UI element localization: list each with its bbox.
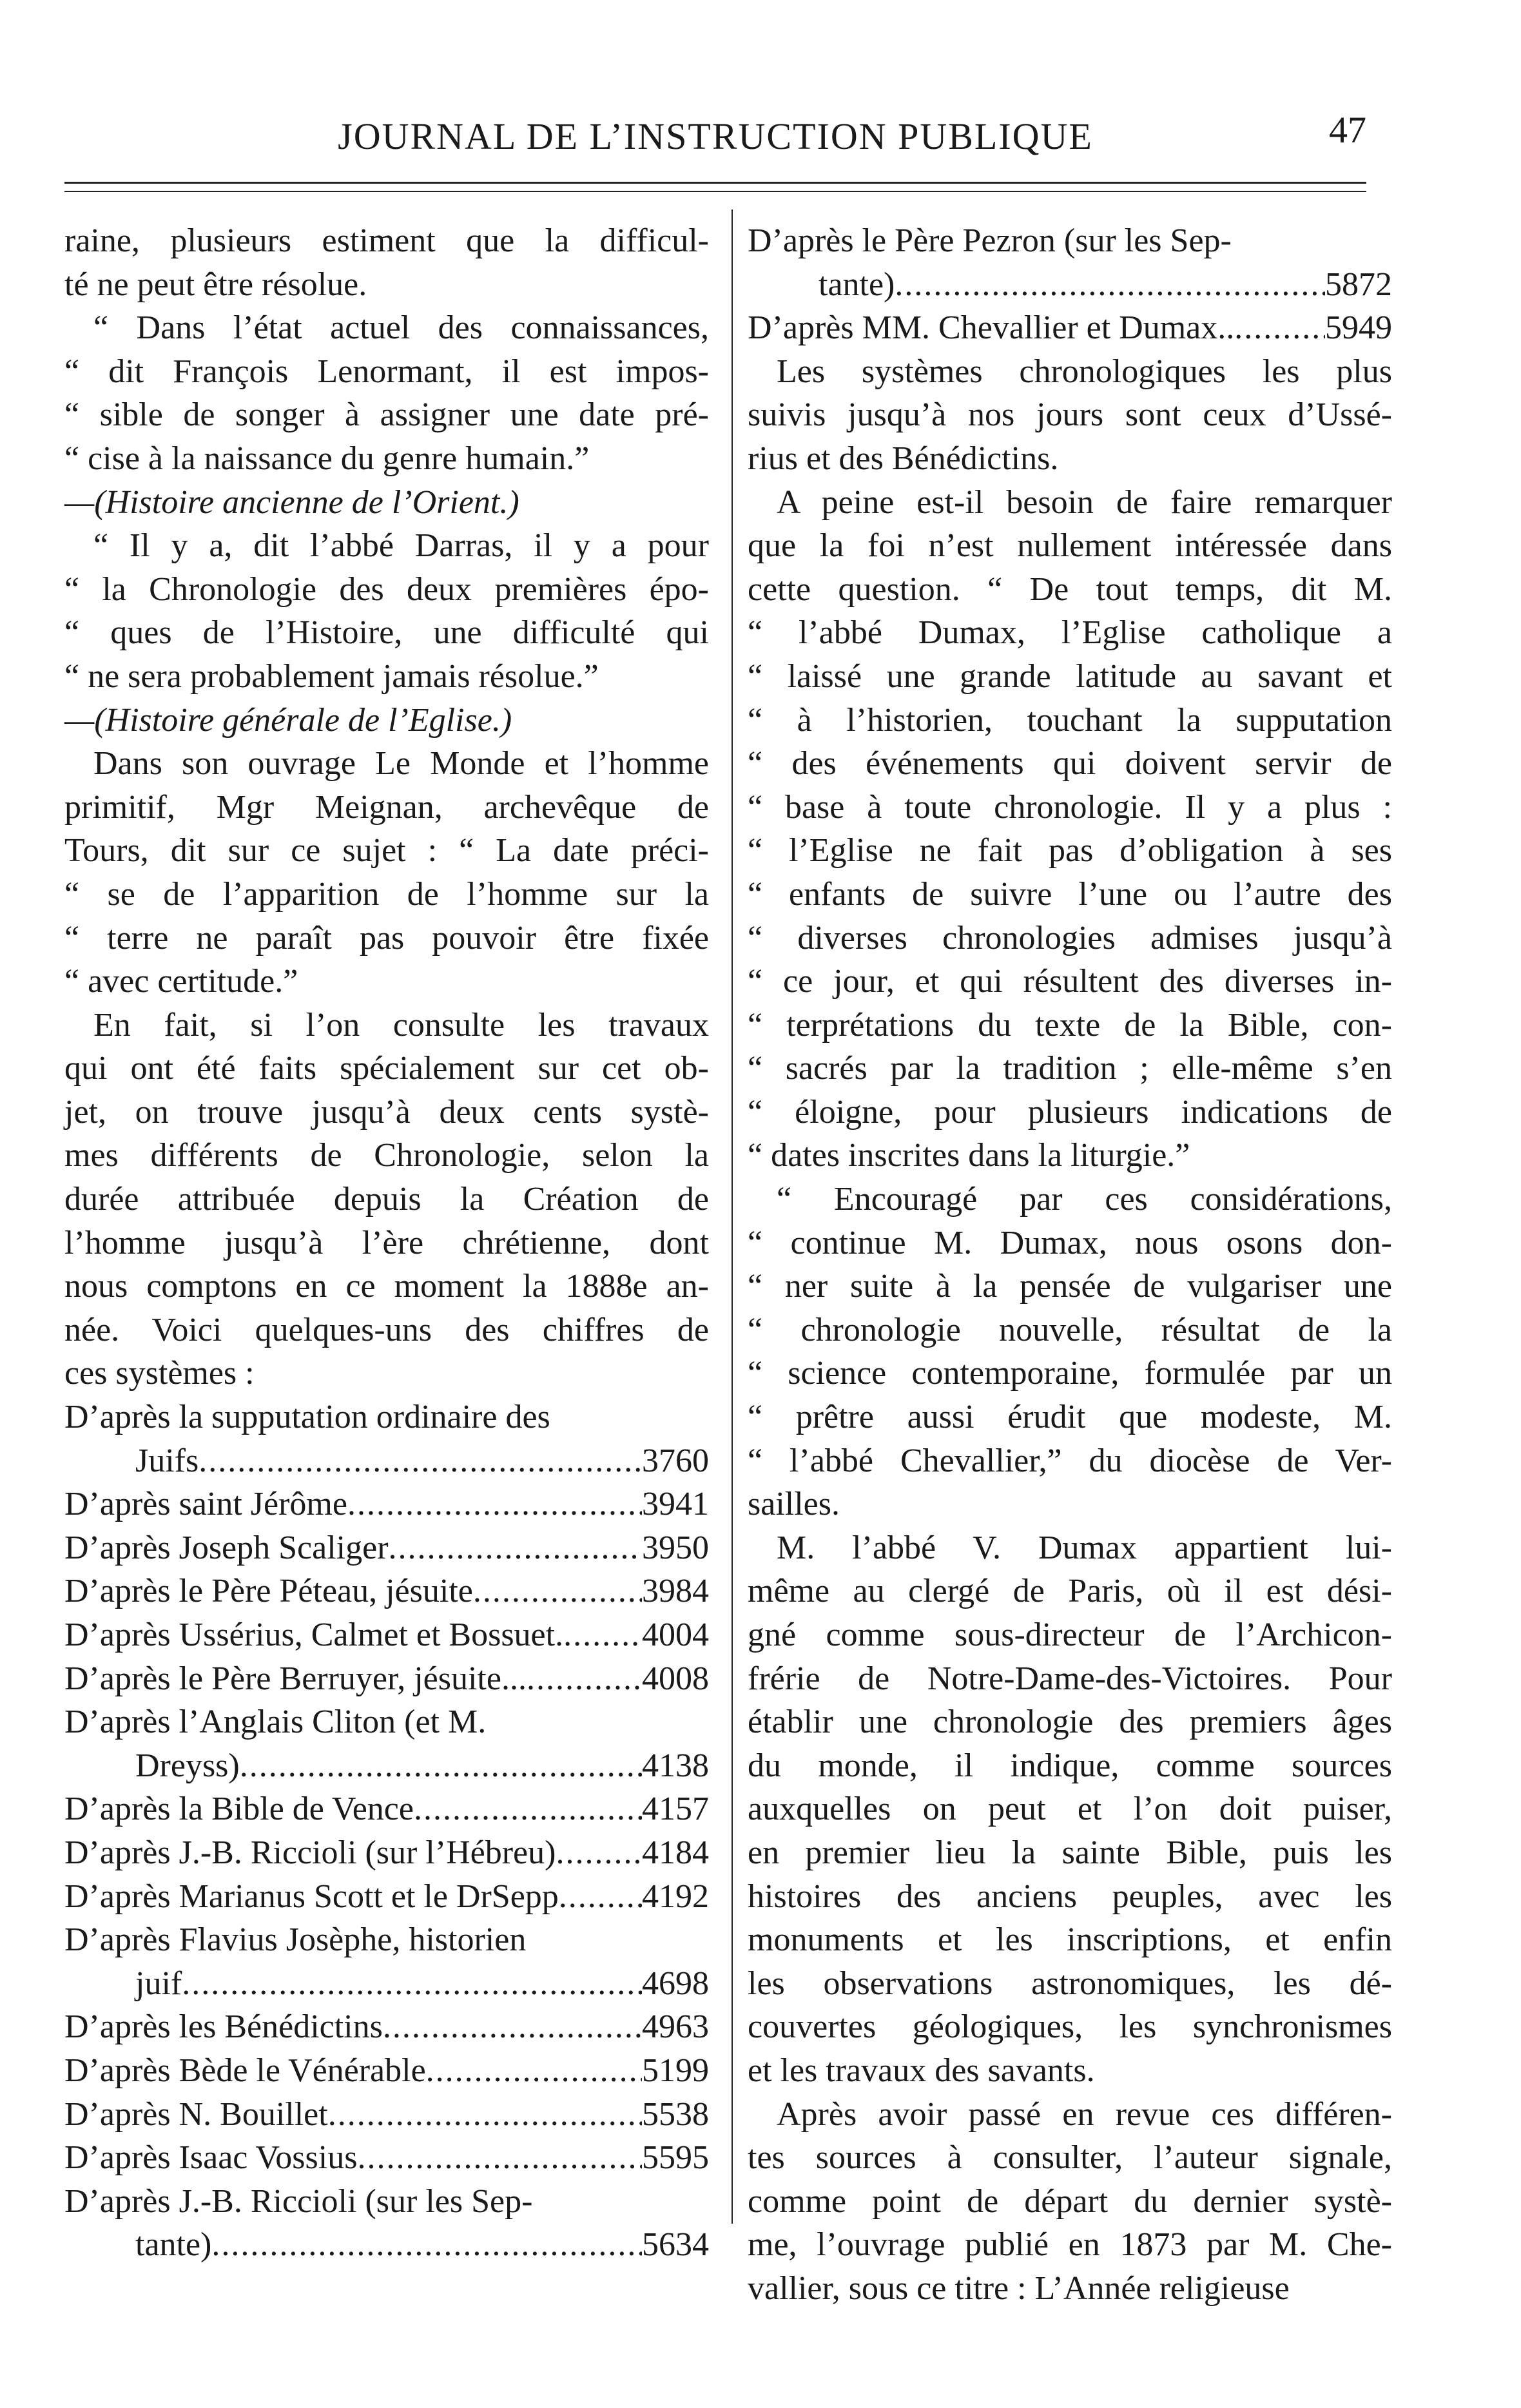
chronology-year: 4008 (642, 1660, 709, 1697)
text-line: Dans son ouvrage Le Monde et l’homme (93, 745, 709, 782)
chronology-entry (64, 2093, 709, 2137)
text-line: “ l’abbé Dumax, l’Eglise catholique a (748, 614, 1392, 652)
running-title: JOURNAL DE L’INSTRUCTION PUBLIQUE (338, 115, 1093, 157)
text-line: “ continue M. Dumax, nous osons don- (748, 1224, 1392, 1261)
text-line: jet, on trouve jusqu’à deux cents systè- (64, 1093, 709, 1131)
text-line: “ ce jour, et qui résultent des diverses in- (748, 963, 1392, 1000)
chronology-label: D’après Isaac Vossius (64, 2139, 358, 2177)
leader-dots (414, 1787, 642, 1831)
chronology-year: 5634 (642, 2226, 709, 2264)
chronology-label: Dreyss) (135, 1747, 240, 1784)
chronology-entry (748, 263, 1392, 307)
paragraph (748, 1178, 1392, 1526)
chronology-entry (64, 2049, 709, 2093)
text-line: comme point de départ du dernier systè- (748, 2182, 1392, 2220)
text-line: établir une chronologie des premiers âges (748, 1704, 1392, 1741)
chronology-label: tante) (135, 2226, 212, 2264)
quotation-source: —(Histoire générale de l’Eglise.) (64, 701, 512, 739)
leader-dots (559, 1875, 642, 1919)
text-line: du monde, il indique, comme sources (748, 1747, 1392, 1784)
quotation (64, 306, 709, 480)
leader-dots (347, 1482, 642, 1526)
chronology-year: 5872 (1325, 266, 1392, 303)
text-line: née. Voici quelques-uns des chiffres de (64, 1311, 709, 1348)
chronology-year: 4004 (642, 1617, 709, 1653)
chronology-entry (64, 1439, 709, 1483)
quotation (64, 524, 709, 698)
text-line: cette question. “ De tout temps, dit M. (748, 570, 1392, 608)
paragraph (64, 1004, 709, 1395)
leader-dots (211, 2223, 642, 2267)
chronology-year: 4138 (642, 1747, 709, 1784)
chronology-year: 3941 (642, 1486, 709, 1523)
chronology-label: D’après N. Bouillet (64, 2095, 328, 2133)
paragraph (748, 481, 1392, 1178)
header-rule-bottom (64, 191, 1366, 192)
chronology-label: Juifs (135, 1442, 199, 1479)
leader-dots (389, 1526, 642, 1570)
chronology-label: juif (135, 1965, 182, 2002)
leader-dots (182, 1962, 642, 2006)
chronology-year: 5949 (1325, 309, 1392, 347)
text-line: Les systèmes chronologiques les plus (777, 353, 1392, 390)
text-line: me, l’ouvrage publié en 1873 par M. Che- (748, 2226, 1392, 2264)
text-line: “ sible de songer à assigner une date pré- (64, 396, 709, 434)
chronology-entry (64, 2005, 709, 2049)
text-line: gné comme sous-directeur de l’Archicon- (748, 1617, 1392, 1653)
leader-dots (895, 263, 1325, 307)
text-line: M. l’abbé V. Dumax appartient lui- (777, 1529, 1392, 1566)
text-line: “ cise à la naissance du genre humain.” (64, 440, 590, 477)
page-number: 47 (1329, 109, 1366, 151)
text-line: mes différents de Chronologie, selon la (64, 1137, 709, 1174)
text-line: “ enfants de suivre l’une ou l’autre des (748, 875, 1392, 913)
leader-dots (426, 2049, 642, 2093)
text-line: que la foi n’est nullement intéressée dans (748, 527, 1392, 565)
text-line: “ ner suite à la pensée de vulgariser une (748, 1268, 1392, 1305)
text-line: “ Il y a, dit l’abbé Darras, il y a pour (93, 527, 709, 565)
text-line: les observations astronomiques, les dé- (748, 1965, 1392, 2002)
text-line: “ science contemporaine, formulée par un (748, 1355, 1392, 1392)
chronology-entry (64, 2136, 709, 2180)
chronology-label: D’après le Père Berruyer, jésuite... (64, 1660, 527, 1697)
header-rule-top (64, 182, 1366, 184)
text-line: “ à l’historien, touchant la supputation (748, 701, 1392, 739)
chronology-entry (64, 1787, 709, 1831)
chronology-entry (64, 1526, 709, 1570)
text-line: “ dates inscrites dans la liturgie.” (748, 1137, 1190, 1174)
text-line: “ des événements qui doivent servir de (748, 745, 1392, 782)
right-column (748, 219, 1392, 2311)
text-line: “ terprétations du texte de la Bible, con- (748, 1006, 1392, 1044)
chronology-year: 5595 (642, 2139, 709, 2177)
chronology-year: 4157 (642, 1791, 709, 1828)
text-line: “ base à toute chronologie. Il y a plus : (748, 788, 1392, 826)
chronology-entry (64, 1482, 709, 1526)
text-line: sailles. (748, 1486, 840, 1523)
left-column (64, 219, 709, 2267)
text-line: l’homme jusqu’à l’ère chrétienne, dont (64, 1224, 709, 1261)
leader-dots (527, 1657, 642, 1701)
text-line: couvertes géologiques, les synchronismes (748, 2008, 1392, 2046)
text-line: “ se de l’apparition de l’homme sur la (64, 875, 709, 913)
text-line: tes sources à consulter, l’auteur signale, (748, 2139, 1392, 2177)
chronology-entry (64, 1657, 709, 1701)
text-line: A peine est-il besoin de faire remarquer (777, 483, 1392, 521)
chronology-label: D’après J.-B. Riccioli (sur les Sep- (64, 2182, 533, 2220)
text-line: “ diverses chronologies admises jusqu’à (748, 919, 1392, 956)
text-line: Tours, dit sur ce sujet : “ La date préci- (64, 832, 709, 869)
chronology-label: tante) (819, 266, 895, 303)
text-line: “ laissé une grande latitude au savant et (748, 657, 1392, 695)
chronology-label: D’après l’Anglais Cliton (et M. (64, 1704, 487, 1741)
paragraph (748, 350, 1392, 481)
chronology-label: D’après la Bible de Vence (64, 1791, 414, 1828)
chronology-label: D’après Bède le Vénérable (64, 2052, 426, 2089)
leader-dots (473, 1569, 642, 1613)
chronology-entry (64, 1875, 709, 1919)
chronology-year: 4192 (642, 1878, 709, 1915)
text-line: en premier lieu la sainte Bible, puis les (748, 1834, 1392, 1871)
quotation-source: —(Histoire ancienne de l’Orient.) (64, 483, 519, 521)
leader-dots (199, 1439, 642, 1483)
text-line: “ l’abbé Chevallier,” du diocèse de Ver- (748, 1442, 1392, 1479)
column-divider (731, 209, 733, 2224)
chronology-label: D’après les Bénédictins (64, 2008, 383, 2046)
chronology-label: D’après Joseph Scaliger (64, 1529, 389, 1566)
paragraph (748, 2093, 1392, 2311)
text-line: qui ont été faits spécialement sur cet ob- (64, 1050, 709, 1087)
text-line: “ avec certitude.” (64, 963, 298, 1000)
chronology-label: D’après la supputation ordinaire des (64, 1399, 550, 1436)
leader-dots (328, 2093, 642, 2137)
chronology-entry (64, 2223, 709, 2267)
chronology-label: D’après J.-B. Riccioli (sur l’Hébreu) (64, 1834, 556, 1871)
chronology-label: D’après Flavius Josèphe, historien (64, 1921, 527, 1959)
chronology-label: D’après Ussérius, Calmet et Bossuet. (64, 1617, 564, 1653)
chronology-year: 5199 (642, 2052, 709, 2089)
text-line: En fait, si l’on consulte les travaux (93, 1006, 709, 1044)
chronology-label: D’après Marianus Scott et le DrSepp (64, 1878, 559, 1915)
text-line: suivis jusqu’à nos jours sont ceux d’Ussé- (748, 396, 1392, 434)
text-line: durée attribuée depuis la Création de (64, 1181, 709, 1218)
paragraph (64, 219, 709, 306)
text-line: même au clergé de Paris, où il est dési- (748, 1573, 1392, 1610)
leader-dots (357, 2136, 642, 2180)
chronology-year: 5538 (642, 2095, 709, 2133)
text-line: “ Encouragé par ces considérations, (777, 1181, 1392, 1218)
text-line: raine, plusieurs estiment que la difficul- (64, 222, 709, 259)
chronology-label: D’après MM. Chevallier et Dumax.. (748, 309, 1235, 347)
text-line: “ éloigne, pour plusieurs indications de (748, 1093, 1392, 1131)
text-line: vallier, sous ce titre : L’Année religieuse (748, 2269, 1290, 2307)
leader-dots (1234, 306, 1325, 350)
text-line: rius et des Bénédictins. (748, 440, 1059, 477)
chronology-entry (748, 306, 1392, 350)
chronology-year: 3984 (642, 1573, 709, 1610)
text-line: té ne peut être résolue. (64, 266, 367, 303)
text-line: ces systèmes : (64, 1355, 255, 1392)
chronology-entry (64, 1962, 709, 2006)
chronology-year: 3950 (642, 1529, 709, 1566)
leader-dots (383, 2005, 642, 2049)
chronology-label: D’après saint Jérôme (64, 1486, 347, 1523)
text-line: “ prêtre aussi érudit que modeste, M. (748, 1399, 1392, 1436)
text-line: “ dit François Lenormant, il est impos- (64, 353, 709, 390)
text-line: et les travaux des savants. (748, 2052, 1095, 2089)
chronology-entry (64, 1744, 709, 1788)
leader-dots (240, 1744, 642, 1788)
leader-dots (563, 1613, 642, 1657)
leader-dots (556, 1831, 642, 1875)
text-line: “ terre ne paraît pas pouvoir être fixée (64, 919, 709, 956)
paragraph (64, 742, 709, 1004)
text-line: Après avoir passé en revue ces différen- (777, 2095, 1392, 2133)
text-line: primitif, Mgr Meignan, archevêque de (64, 788, 709, 826)
text-line: monuments et les inscriptions, et enfin (748, 1921, 1392, 1959)
chronology-year: 4184 (642, 1834, 709, 1871)
text-line: “ ques de l’Histoire, une difficulté qui (64, 614, 709, 652)
text-line: “ l’Eglise ne fait pas d’obligation à ses (748, 832, 1392, 869)
chronology-year: 4698 (642, 1965, 709, 2002)
text-line: “ ne sera probablement jamais résolue.” (64, 657, 599, 695)
text-line: “ sacrés par la tradition ; elle-même s’en (748, 1050, 1392, 1087)
text-line: auxquelles on peut et l’on doit puiser, (748, 1791, 1392, 1828)
paragraph (748, 1526, 1392, 2093)
text-line: “ Dans l’état actuel des connaissances, (93, 309, 709, 347)
text-line: “ la Chronologie des deux premières épo- (64, 570, 709, 608)
chronology-entry (64, 1569, 709, 1613)
text-line: frérie de Notre-Dame-des-Victoires. Pour (748, 1660, 1392, 1697)
chronology-label: D’après le Père Péteau, jésuite (64, 1573, 473, 1610)
page-header (64, 108, 1366, 166)
chronology-year: 3760 (642, 1442, 709, 1479)
chronology-year: 4963 (642, 2008, 709, 2046)
text-line: histoires des anciens peuples, avec les (748, 1878, 1392, 1915)
chronology-entry (64, 1613, 709, 1657)
text-line: nous comptons en ce moment la 1888e an- (64, 1268, 709, 1305)
chronology-entry (64, 1831, 709, 1875)
chronology-label: D’après le Père Pezron (sur les Sep- (748, 222, 1232, 259)
text-line: “ chronologie nouvelle, résultat de la (748, 1311, 1392, 1348)
